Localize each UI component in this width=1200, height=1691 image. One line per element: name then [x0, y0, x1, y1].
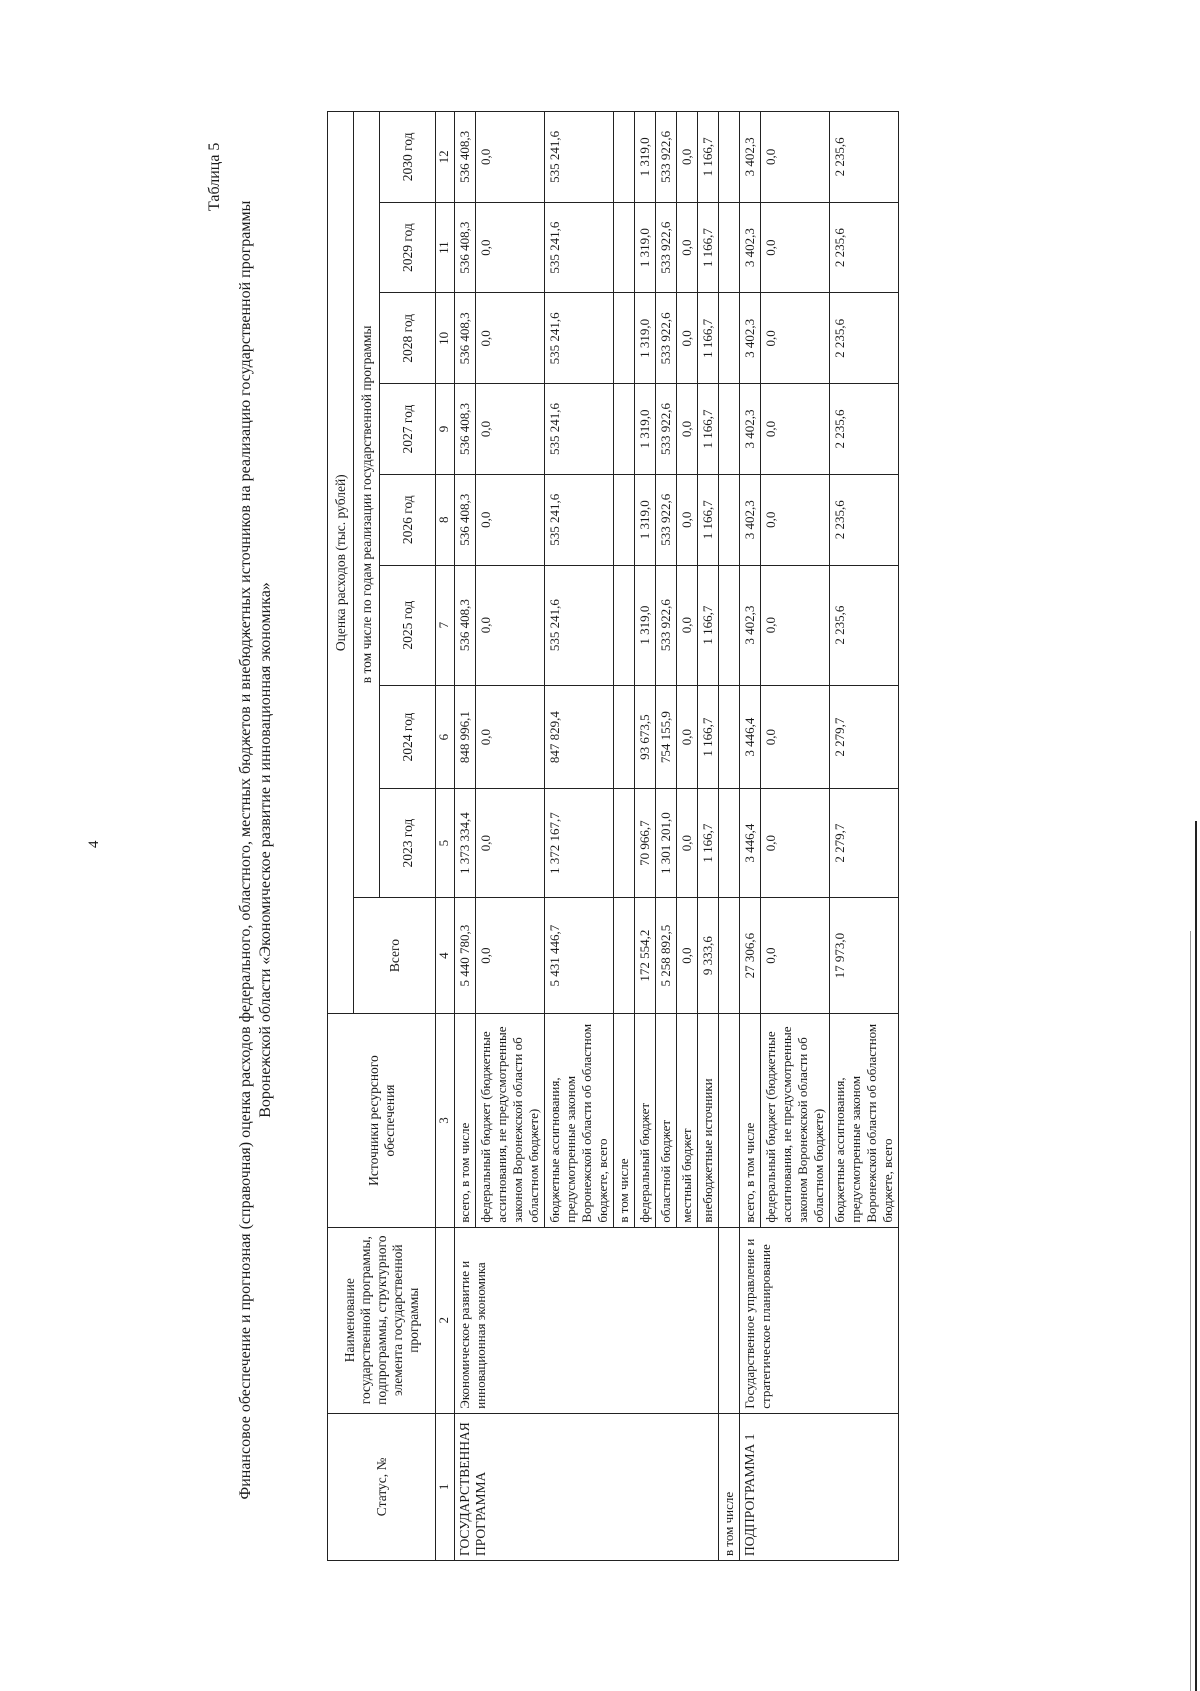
value-cell: 535 241,6	[545, 293, 614, 384]
header-year: 2026 год	[380, 474, 436, 565]
value-cell: 0,0	[476, 789, 545, 897]
footer-rule	[1195, 821, 1197, 1691]
row-status: ПОДПРОГРАММА 1	[740, 1413, 899, 1560]
value-cell: 27 306,6	[740, 897, 761, 1014]
value-cell: 0,0	[761, 202, 830, 293]
value-cell: 3 402,3	[740, 565, 761, 685]
column-index: 2	[436, 1227, 455, 1413]
column-index: 7	[436, 565, 455, 685]
row-source: федеральный бюджет (бюджетные ассигнования, не предусмотренные законом Воронежской области об областном бюджете)	[476, 1014, 545, 1227]
value-cell: 533 922,6	[656, 293, 677, 384]
column-index: 9	[436, 384, 455, 475]
value-cell: 536 408,3	[455, 565, 476, 685]
value-cell: 535 241,6	[545, 565, 614, 685]
value-cell: 17 973,0	[830, 897, 899, 1014]
value-cell: 0,0	[761, 293, 830, 384]
header-source: Источники ресурсного обеспечения	[328, 1014, 436, 1227]
value-cell: 536 408,3	[455, 112, 476, 203]
column-index: 1	[436, 1413, 455, 1560]
footer-rule-thin	[1190, 931, 1191, 1691]
column-index: 3	[436, 1014, 455, 1227]
financing-table	[327, 111, 899, 1561]
row-source: федеральный бюджет (бюджетные ассигнования, не предусмотренные законом Воронежской области об областном бюджете)	[761, 1014, 830, 1227]
value-cell: 533 922,6	[656, 202, 677, 293]
value-cell: 0,0	[476, 474, 545, 565]
value-cell: 0,0	[677, 293, 698, 384]
value-cell: 847 829,4	[545, 685, 614, 789]
value-cell: 533 922,6	[656, 384, 677, 475]
header-year: 2029 год	[380, 202, 436, 293]
value-cell: 0,0	[677, 202, 698, 293]
value-cell: 2 235,6	[830, 293, 899, 384]
value-cell: 0,0	[761, 474, 830, 565]
value-cell: 0,0	[476, 685, 545, 789]
row-status: ГОСУДАРСТВЕННАЯ ПРОГРАММА	[455, 1413, 719, 1560]
value-cell: 0,0	[761, 384, 830, 475]
value-cell: 1 166,7	[698, 202, 719, 293]
value-cell: 1 166,7	[698, 685, 719, 789]
row-source: внебюджетные источники	[698, 1014, 719, 1227]
empty-cell	[719, 565, 740, 685]
column-index: 5	[436, 789, 455, 897]
header-status: Статус, №	[328, 1413, 436, 1560]
empty-cell	[719, 1014, 740, 1227]
value-cell	[614, 293, 635, 384]
value-cell: 0,0	[761, 112, 830, 203]
document-title: Финансовое обеспечение и прогнозная (справочная) оценка расходов федерального, областного, местных бюджетов и внебюджетных источников на реализацию государственной программы Воронежской области «Экономическое развитие и инновационная экономика»	[237, 200, 274, 1500]
value-cell: 9 333,6	[698, 897, 719, 1014]
table-label: Таблица 5	[206, 142, 223, 211]
value-cell: 70 966,7	[635, 789, 656, 897]
header-year: 2030 год	[380, 112, 436, 203]
value-cell: 2 235,6	[830, 565, 899, 685]
value-cell: 3 402,3	[740, 112, 761, 203]
in-that-number-label: в том числе	[719, 1413, 740, 1560]
value-cell: 1 166,7	[698, 384, 719, 475]
row-name: Государственное управление и стратегическое планирование	[740, 1227, 899, 1413]
column-index: 11	[436, 202, 455, 293]
value-cell: 1 319,0	[635, 112, 656, 203]
value-cell: 2 279,7	[830, 685, 899, 789]
value-cell: 93 673,5	[635, 685, 656, 789]
value-cell	[614, 565, 635, 685]
header-year: 2027 год	[380, 384, 436, 475]
value-cell: 1 301 201,0	[656, 789, 677, 897]
empty-cell	[719, 384, 740, 475]
value-cell: 1 319,0	[635, 293, 656, 384]
value-cell: 1 166,7	[698, 112, 719, 203]
value-cell: 2 235,6	[830, 384, 899, 475]
value-cell: 0,0	[677, 565, 698, 685]
column-index: 12	[436, 112, 455, 203]
value-cell: 1 319,0	[635, 565, 656, 685]
column-index: 4	[436, 897, 455, 1014]
value-cell	[614, 202, 635, 293]
value-cell: 536 408,3	[455, 293, 476, 384]
value-cell: 0,0	[476, 565, 545, 685]
value-cell: 533 922,6	[656, 112, 677, 203]
value-cell: 0,0	[761, 789, 830, 897]
value-cell: 3 402,3	[740, 474, 761, 565]
value-cell: 1 166,7	[698, 474, 719, 565]
value-cell: 533 922,6	[656, 474, 677, 565]
table-row	[740, 112, 761, 1561]
value-cell: 0,0	[761, 897, 830, 1014]
value-cell	[614, 474, 635, 565]
value-cell: 0,0	[761, 565, 830, 685]
value-cell: 535 241,6	[545, 384, 614, 475]
empty-cell	[719, 112, 740, 203]
value-cell: 0,0	[677, 474, 698, 565]
value-cell: 848 996,1	[455, 685, 476, 789]
value-cell: 3 402,3	[740, 384, 761, 475]
value-cell: 535 241,6	[545, 202, 614, 293]
value-cell: 3 446,4	[740, 789, 761, 897]
row-source: бюджетные ассигнования, предусмотренные законом Воронежской области об областном бюджете, всего	[545, 1014, 614, 1227]
value-cell: 0,0	[476, 293, 545, 384]
row-source: местный бюджет	[677, 1014, 698, 1227]
value-cell: 3 446,4	[740, 685, 761, 789]
value-cell: 535 241,6	[545, 474, 614, 565]
value-cell: 3 402,3	[740, 202, 761, 293]
value-cell: 0,0	[677, 685, 698, 789]
empty-cell	[719, 897, 740, 1014]
value-cell: 0,0	[677, 789, 698, 897]
header-year: 2025 год	[380, 565, 436, 685]
header-estimate: Оценка расходов (тыс. рублей)	[328, 112, 354, 1014]
value-cell: 0,0	[677, 112, 698, 203]
empty-cell	[719, 293, 740, 384]
row-source: всего, в том числе	[740, 1014, 761, 1227]
value-cell: 1 373 334,4	[455, 789, 476, 897]
value-cell: 1 166,7	[698, 293, 719, 384]
value-cell	[614, 112, 635, 203]
value-cell: 536 408,3	[455, 474, 476, 565]
value-cell: 535 241,6	[545, 112, 614, 203]
value-cell: 1 319,0	[635, 474, 656, 565]
value-cell: 1 372 167,7	[545, 789, 614, 897]
value-cell: 754 155,9	[656, 685, 677, 789]
value-cell: 1 319,0	[635, 384, 656, 475]
value-cell: 536 408,3	[455, 384, 476, 475]
value-cell	[614, 384, 635, 475]
column-index: 6	[436, 685, 455, 789]
empty-cell	[719, 685, 740, 789]
value-cell: 3 402,3	[740, 293, 761, 384]
value-cell: 1 166,7	[698, 565, 719, 685]
table-body	[455, 112, 899, 1561]
value-cell: 0,0	[476, 897, 545, 1014]
row-name: Экономическое развитие и инновационная экономика	[455, 1227, 719, 1413]
empty-cell	[719, 1227, 740, 1413]
value-cell: 0,0	[761, 685, 830, 789]
value-cell: 5 431 446,7	[545, 897, 614, 1014]
value-cell: 5 258 892,5	[656, 897, 677, 1014]
value-cell: 533 922,6	[656, 565, 677, 685]
value-cell: 0,0	[677, 384, 698, 475]
value-cell	[614, 685, 635, 789]
value-cell: 0,0	[476, 112, 545, 203]
in-that-number-row	[719, 112, 740, 1561]
row-source: бюджетные ассигнования, предусмотренные законом Воронежской области об областном бюджете, всего	[830, 1014, 899, 1227]
value-cell	[614, 897, 635, 1014]
value-cell	[614, 789, 635, 897]
value-cell: 2 235,6	[830, 112, 899, 203]
header-total: Всего	[354, 897, 436, 1014]
column-index: 10	[436, 293, 455, 384]
value-cell: 0,0	[476, 202, 545, 293]
empty-cell	[719, 474, 740, 565]
value-cell: 0,0	[677, 897, 698, 1014]
page-number: 4	[86, 840, 102, 848]
column-index: 8	[436, 474, 455, 565]
empty-cell	[719, 789, 740, 897]
row-source: в том числе	[614, 1014, 635, 1227]
value-cell: 2 235,6	[830, 474, 899, 565]
header-by-years: в том числе по годам реализации государственной программы	[354, 112, 380, 898]
value-cell: 5 440 780,3	[455, 897, 476, 1014]
value-cell: 172 554,2	[635, 897, 656, 1014]
table-header	[328, 112, 455, 1561]
header-year: 2023 год	[380, 789, 436, 897]
row-source: всего, в том числе	[455, 1014, 476, 1227]
value-cell: 1 166,7	[698, 789, 719, 897]
header-name: Наименование государственной программы, подпрограммы, структурного элемента государственной программы	[328, 1227, 436, 1413]
header-year: 2024 год	[380, 685, 436, 789]
table-row	[455, 112, 476, 1561]
value-cell: 2 279,7	[830, 789, 899, 897]
value-cell: 536 408,3	[455, 202, 476, 293]
row-source: областной бюджет	[656, 1014, 677, 1227]
value-cell: 0,0	[476, 384, 545, 475]
row-source: федеральный бюджет	[635, 1014, 656, 1227]
empty-cell	[719, 202, 740, 293]
header-year: 2028 год	[380, 293, 436, 384]
value-cell: 2 235,6	[830, 202, 899, 293]
value-cell: 1 319,0	[635, 202, 656, 293]
